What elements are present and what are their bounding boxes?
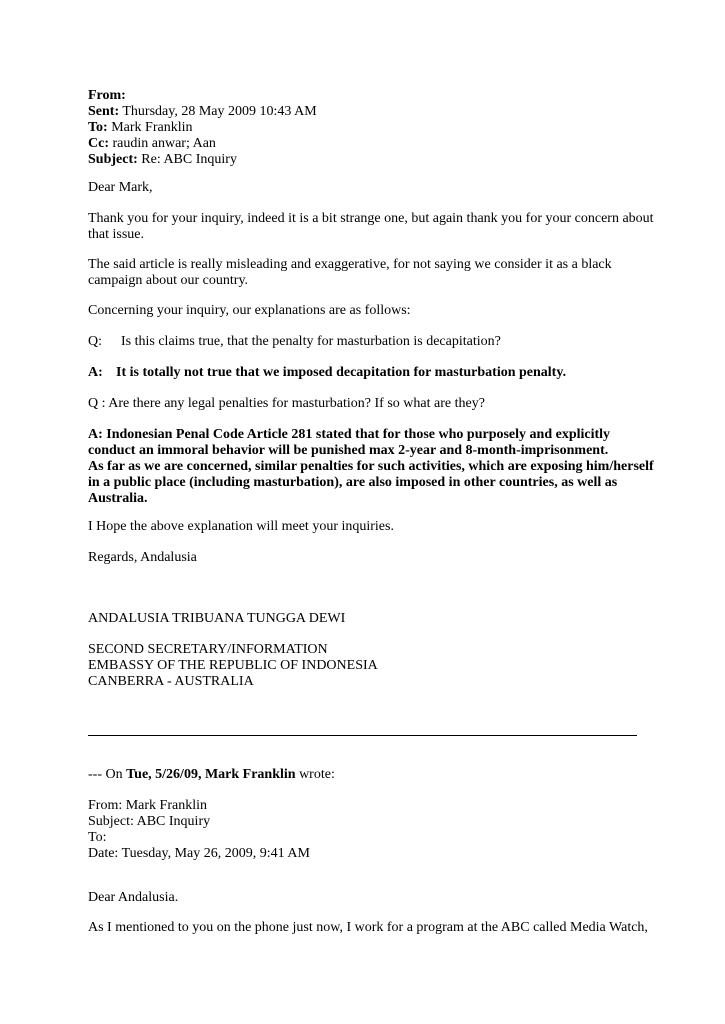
quoted-subject: Subject: ABC Inquiry [88, 814, 211, 829]
to-line [88, 120, 648, 136]
closing-line: I Hope the above explanation will meet your inquiries. [88, 519, 394, 534]
quoted-date: Date: Tuesday, May 26, 2009, 9:41 AM [88, 846, 310, 861]
cc-value: raudin anwar; Aan [112, 136, 216, 151]
quoted-to: To: [88, 830, 107, 845]
quoted-greeting: Dear Andalusia. [88, 890, 179, 905]
signature-block [88, 642, 648, 690]
to-value: Mark Franklin [111, 120, 193, 135]
cc-label: Cc: [88, 136, 109, 151]
paragraph-explanations: Concerning your inquiry, our explanations are as follows: [88, 303, 411, 318]
sent-label: Sent: [88, 104, 120, 119]
to-label: To: [88, 120, 108, 135]
quoted-header [88, 798, 648, 862]
from-label: From: [88, 88, 126, 103]
divider-rule [88, 735, 637, 736]
answer-1 [88, 365, 648, 381]
quoted-intro: --- On Tue, 5/26/09, Mark Franklin wrote: [88, 767, 335, 782]
quoted-intro-sender: Tue, 5/26/09, Mark Franklin [126, 767, 296, 782]
paragraph-thanks: Thank you for your inquiry, indeed it is a bit strange one, but again thank you for your concern about that issue. [88, 211, 654, 242]
signature-location: CANBERRA - AUSTRALIA [88, 674, 254, 689]
subject-value: Re: ABC Inquiry [141, 152, 237, 167]
question-2: Q : Are there any legal penalties for masturbation? If so what are they? [88, 396, 485, 411]
sent-value: Thursday, 28 May 2009 10:43 AM [122, 104, 317, 119]
question-1-text: Is this claims true, that the penalty for masturbation is decapitation? [121, 334, 501, 349]
paragraph-article: The said article is really misleading and exaggerative, for not saying we consider it as a black campaign about our country. [88, 257, 612, 288]
signature-org: EMBASSY OF THE REPUBLIC OF INDONESIA [88, 658, 378, 673]
answer-1-text: It is totally not true that we imposed decapitation for masturbation penalty. [116, 365, 567, 380]
answer-2: A: Indonesian Penal Code Article 281 stated that for those who purposely and explicitly conduct an immoral behavior will be punished max 2-year and 8-month-imprisonment. As far as we are concerned, similar penalties for such activities, which are exposing him/herself in a public place (including masturbation), are also imposed in other countries, as well as Australia. [88, 427, 654, 506]
greeting: Dear Mark, [88, 180, 153, 195]
subject-line [88, 152, 648, 168]
signature-title: SECOND SECRETARY/INFORMATION [88, 642, 328, 657]
reply-header [88, 88, 648, 168]
regards-line: Regards, Andalusia [88, 550, 197, 565]
quoted-body-line: As I mentioned to you on the phone just now, I work for a program at the ABC called Media Watch, [88, 920, 648, 935]
question-1-label: Q: [88, 334, 102, 349]
answer-1-label: A: [88, 365, 103, 380]
subject-label: Subject: [88, 152, 138, 167]
question-1 [88, 334, 648, 350]
signature-name: ANDALUSIA TRIBUANA TUNGGA DEWI [88, 611, 346, 626]
quoted-from: From: Mark Franklin [88, 798, 207, 813]
sent-line [88, 104, 648, 120]
cc-line [88, 136, 648, 152]
